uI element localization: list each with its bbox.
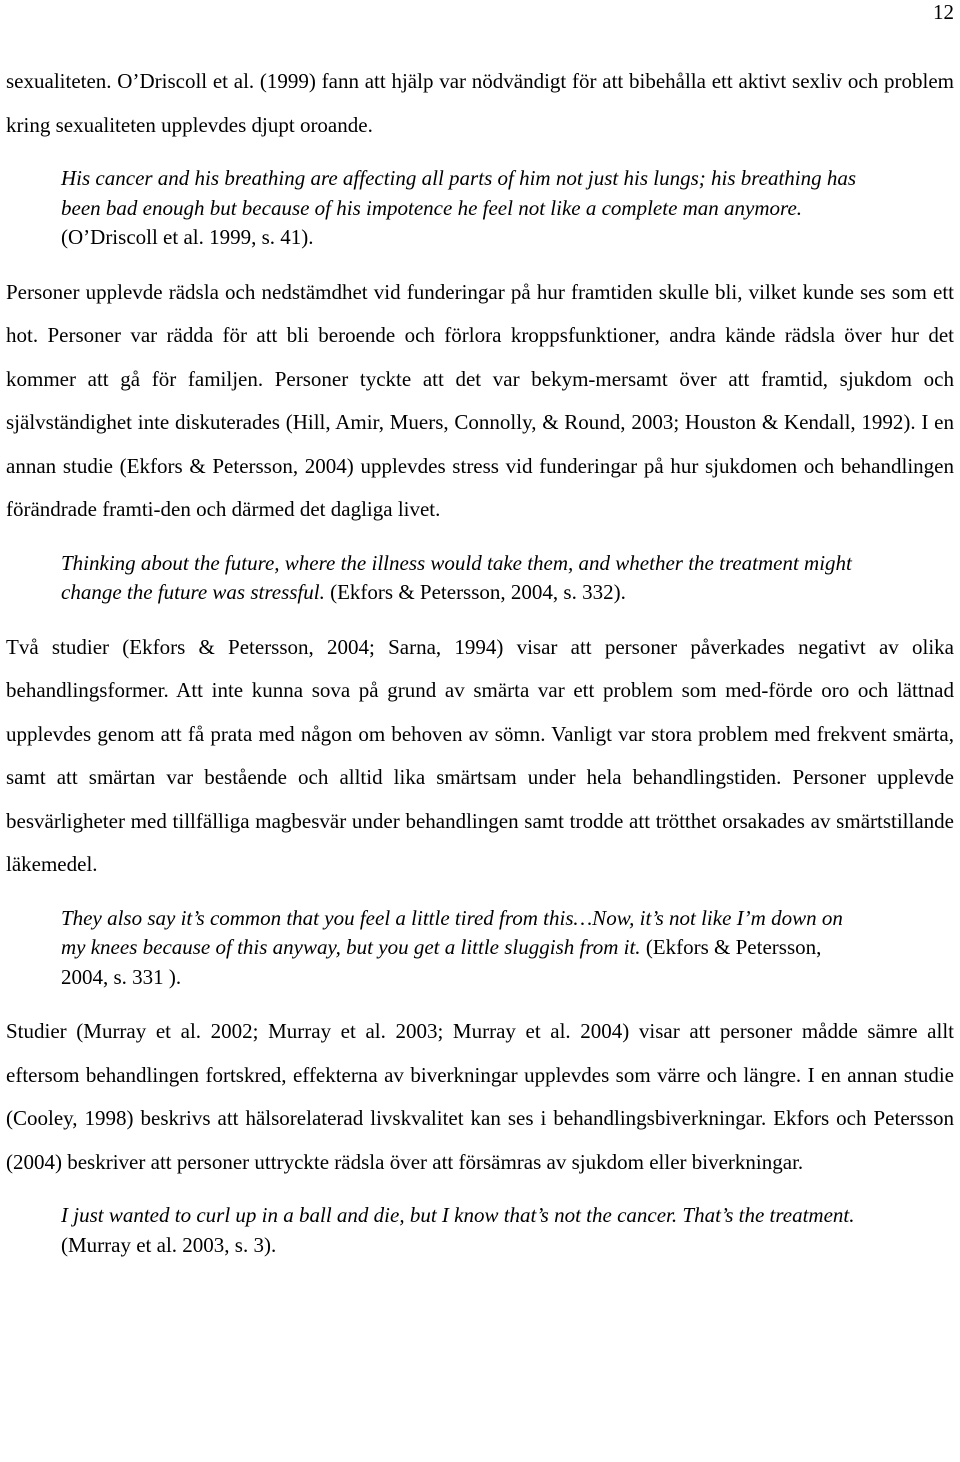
paragraph-future-fear: Personer upplevde rädsla och nedstämdhet vid funderingar på hur framtiden skulle bli, vilket kunde ses som ett hot. Personer var rädda för att bli beroende och förlora kroppsfunktioner, andra kände rädsla över hur det kommer att gå för familjen. Personer tyckte att det var bekym-mersamt över att framtid, sjukdom och självständighet inte diskuterades (Hill, Amir, Muers, Connolly, & Round, 2003; Houston & Kendall, 1992). I en annan studie (Ekfors & Petersson, 2004) upplevdes stress vid funderingar på hur sjukdomen och behandlingen förändrade framti-den och därmed det dagliga livet. — [6, 279, 954, 521]
quote-text: They also say it’s common that you feel a little tired from this…Now, it’s not like I’m down on my knees because of this anyway, but you get a little sluggish from it. — [61, 905, 843, 959]
quote-murray — [61, 1201, 861, 1260]
quote-text: I just wanted to curl up in a ball and die, but I know that’s not the cancer. That’s the treatment. — [61, 1203, 855, 1227]
quote-ekfors-tired — [61, 904, 861, 993]
quote-odriscoll — [61, 164, 861, 253]
quote-text: His cancer and his breathing are affecting all parts of him not just his lungs; his breathing has been bad enough but because of his impotence he feel not like a complete man anymore. — [61, 166, 857, 220]
quote-citation: (O’Driscoll et al. 1999, s. 41). — [61, 225, 314, 249]
page-number: 12 — [933, 0, 954, 24]
quote-citation: (Ekfors & Petersson, 2004, s. 331 ). — [61, 935, 822, 989]
quote-citation: (Ekfors & Petersson, 2004, s. 332). — [324, 580, 626, 604]
quote-text: Thinking about the future, where the illness would take them, and whether the treatment might change the future was stressful. — [61, 550, 852, 604]
document-body — [6, 60, 954, 1260]
paragraph-treatment-effects: Två studier (Ekfors & Petersson, 2004; Sarna, 1994) visar att personer påverkades negativt av olika behandlingsformer. Att inte kunna sova på grund av smärta var ett problem som med-förde oro och lättnad upplevdes genom att få prata med någon om behoven av sömn. Vanligt var stora problem med frekvent smärta, samt att smärtan var bestående och alltid lika smärtsam under hela behandlingstiden. Personer upplevde besvärligheter med tillfälliga magbesvär under behandlingen samt trodde att trötthet orsakades av smärtstillande läkemedel. — [6, 634, 954, 876]
quote-citation: (Murray et al. 2003, s. 3). — [61, 1232, 277, 1257]
paragraph-sexuality: sexualiteten. O’Driscoll et al. (1999) fann att hjälp var nödvändigt för att bibehålla ett aktivt sexliv och problem kring sexualiteten upplevdes djupt oroande. — [6, 69, 954, 137]
quote-ekfors-future — [61, 549, 861, 608]
paragraph-murray-studies: Studier (Murray et al. 2002; Murray et al. 2003; Murray et al. 2004) visar att personer mådde sämre allt eftersom behandlingen fortskred, effekterna av biverkningar upplevdes som värre och längre. I en annan studie (Cooley, 1998) beskrivs att hälsorelaterad livskvalitet kan ses i behandlingsbiverkningar. Ekfors och Petersson (2004) beskriver att personer uttryckte rädsla över att försämras av sjukdom eller biverkningar. — [6, 1019, 954, 1174]
